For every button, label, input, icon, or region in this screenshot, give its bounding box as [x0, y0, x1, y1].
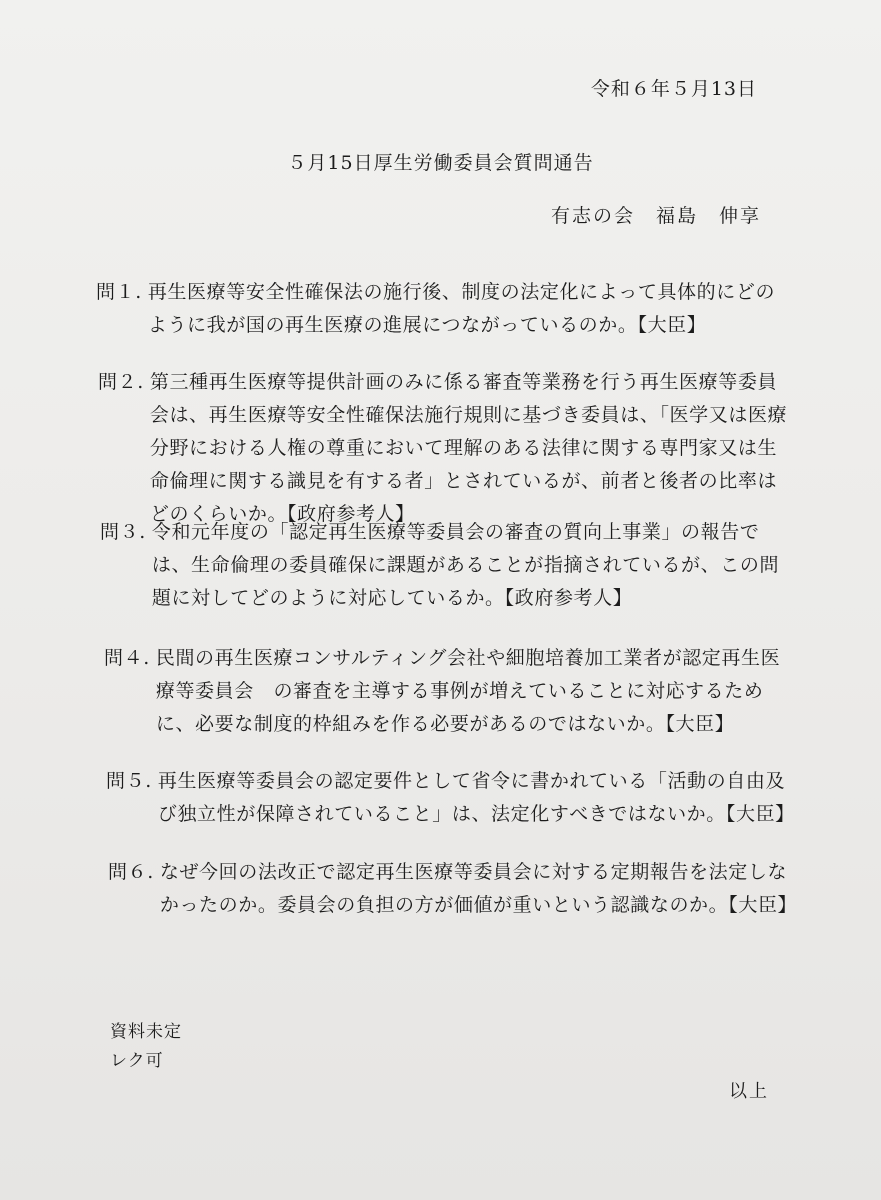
question-number: 問５.: [106, 770, 152, 792]
question-text: 令和元年度の「認定再生医療等委員会の審査の質向上事業」の報告では、生命倫理の委員確保に課題があることが指摘されているが、この問題に対してどのように対応しているか。【政府参考人】: [151, 521, 780, 609]
question-item: [108, 856, 798, 922]
document-date: 令和６年５月13日: [590, 78, 757, 100]
question-text: 民間の再生医療コンサルティング会社や細胞培養加工業者が認定再生医療等委員会 の審査を主導する事例が増えていることに対応するために、必要な制度的枠組みを作る必要があるのではないか。【大臣】: [155, 647, 781, 735]
question-item: [96, 276, 786, 342]
closing-mark: 以上: [729, 1081, 769, 1102]
note-lecture: レク可: [110, 1051, 164, 1071]
question-item: [100, 516, 790, 615]
question-number: 問３.: [100, 521, 146, 543]
document-title: ５月15日厚生労働委員会質問通告: [287, 152, 594, 174]
question-item: [106, 765, 795, 831]
question-number: 問１.: [96, 281, 142, 303]
question-text: なぜ今回の法改正で認定再生医療等委員会に対する定期報告を法定しなかったのか。委員会の負担の方が価値が重いという認識なのか。【大臣】: [159, 861, 798, 916]
question-text: 再生医療等委員会の認定要件として省令に書かれている「活動の自由及び独立性が保障されていること」は、法定化すべきではないか。【大臣】: [157, 770, 795, 825]
question-item: [98, 366, 788, 531]
question-text: 再生医療等安全性確保法の施行後、制度の法定化によって具体的にどのように我が国の再生医療の進展につながっているのか。【大臣】: [147, 281, 776, 336]
question-text: 第三種再生医療等提供計画のみに係る審査等業務を行う再生医療等委員会は、再生医療等安全性確保法施行規則に基づき委員は、「医学又は医療分野における人権の尊重において理解のある法律に関する専門家又は生命倫理に関する識見を有する者」とされているが、前者と後者の比率はどのくらいか。【政府参考人】: [149, 371, 788, 525]
question-number: 問２.: [98, 371, 144, 393]
question-number: 問６.: [108, 861, 154, 883]
document-author: 有志の会 福島 伸享: [550, 205, 761, 227]
question-number: 問４.: [104, 647, 150, 669]
question-item: [104, 642, 786, 741]
note-materials: 資料未定: [110, 1022, 182, 1042]
